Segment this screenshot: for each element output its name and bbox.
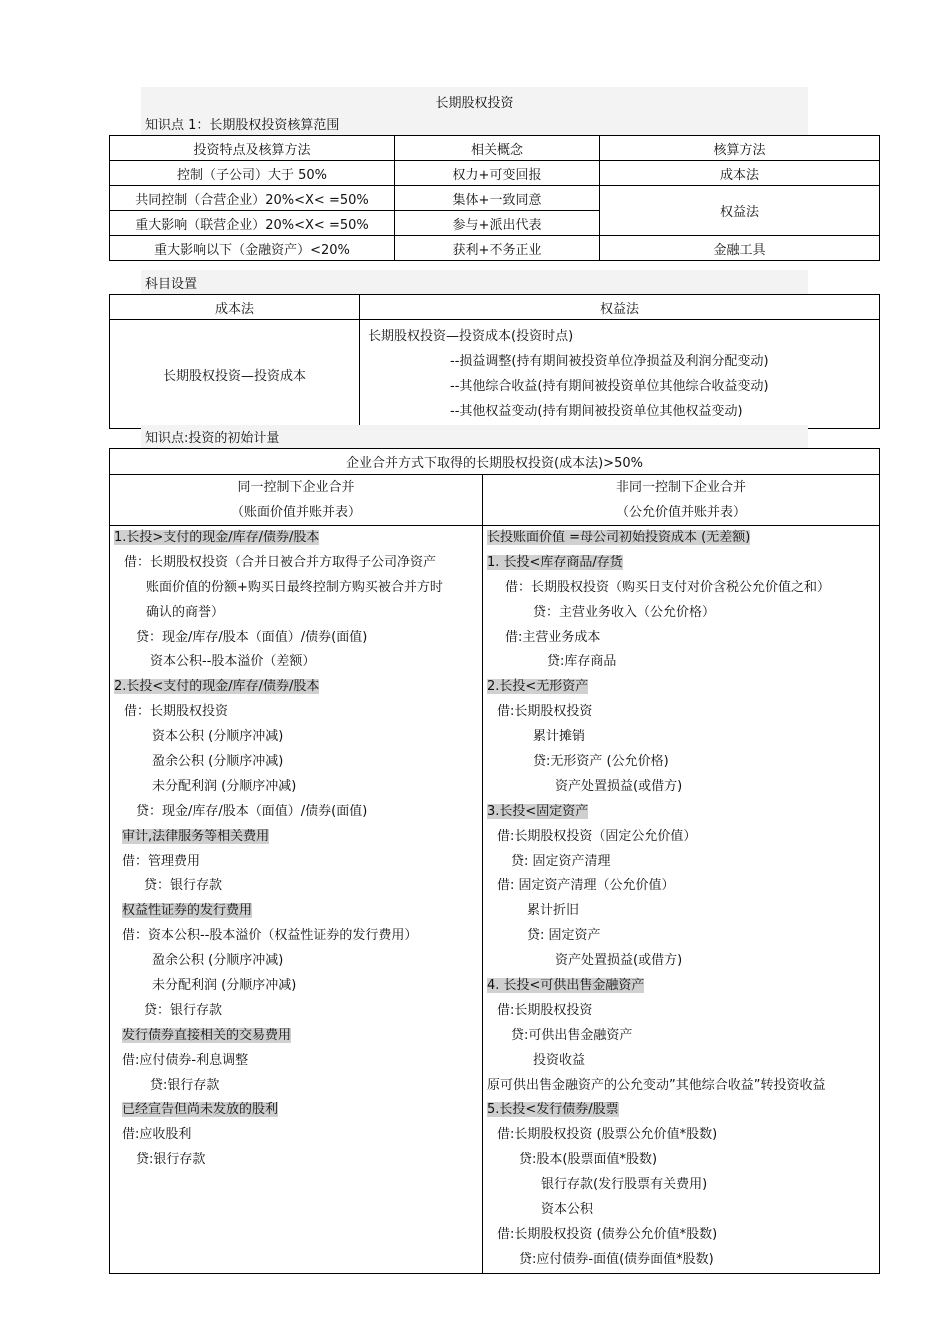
entry-line — [487, 1148, 875, 1173]
entry-line — [114, 999, 478, 1024]
entry-text: 借:长期股权投资（固定公允价值） — [497, 828, 697, 844]
feature-cell: 共同控制（合营企业）20%<X< =50% — [110, 186, 395, 211]
entry-line — [114, 1074, 478, 1099]
entry-line — [487, 576, 875, 601]
entry-text: 贷: 固定资产清理 — [511, 853, 611, 869]
entry-text: 借:应收股利 — [122, 1127, 192, 1143]
entry-line — [487, 675, 875, 700]
header-line: 非同一控制下企业合并 — [615, 480, 746, 495]
scope-table — [109, 135, 880, 261]
entry-line — [487, 601, 875, 626]
entry-line — [487, 1173, 875, 1198]
entry-line — [487, 999, 875, 1024]
table-row — [110, 320, 880, 429]
equity-method-cell — [360, 320, 880, 429]
entry-text: 贷：现金/库存/股本（面值）/债券(面值) — [136, 629, 368, 645]
table-title-row — [110, 449, 880, 475]
highlighted-entry-heading: 3.长投<固定资产 — [487, 803, 589, 819]
entry-line — [114, 551, 478, 576]
table-title: 企业合并方式下取得的长期股权投资(成本法)>50% — [110, 449, 880, 475]
feature-cell: 控制（子公司）大于 50% — [110, 161, 395, 186]
entry-line — [114, 725, 478, 750]
method-cell: 权益法 — [600, 186, 880, 236]
entry-line — [114, 601, 478, 626]
table-row — [110, 236, 880, 261]
entry-line — [487, 750, 875, 775]
entry-line — [487, 725, 875, 750]
highlighted-entry-heading: 1.长投>支付的现金/库存/债券/股本 — [114, 530, 320, 545]
entry-line — [487, 650, 875, 675]
concept-cell: 参与+派出代表 — [395, 211, 600, 236]
table-row — [110, 526, 880, 1274]
entry-line — [114, 1049, 478, 1074]
feature-cell: 重大影响（联营企业）20%<X< =50% — [110, 211, 395, 236]
equity-line: --其他权益变动(持有期间被投资单位其他权益变动) — [450, 404, 743, 419]
entry-line — [114, 626, 478, 651]
entry-line — [114, 750, 478, 775]
entry-text: 资本公积 (分顺序冲减) — [152, 729, 284, 745]
entry-line — [114, 1123, 478, 1148]
entry-text: 贷:可供出售金融资产 — [511, 1027, 633, 1043]
entry-line — [487, 825, 875, 850]
section3-label: 知识点:投资的初始计量 — [145, 431, 280, 446]
cost-method-cell: 长期股权投资—投资成本 — [110, 320, 360, 429]
entry-list — [487, 526, 875, 1273]
entry-text: 贷: 固定资产 — [527, 928, 601, 944]
header-line: （公允价值并账并表） — [615, 505, 746, 520]
concept-cell: 集体+一致同意 — [395, 186, 600, 211]
entry-text: 银行存款(发行股票有关费用) — [541, 1177, 708, 1193]
entry-text: 未分配利润 (分顺序冲减) — [152, 978, 297, 994]
entry-text: 累计摊销 — [533, 729, 586, 745]
entry-line — [114, 850, 478, 875]
entry-line — [487, 700, 875, 725]
highlighted-entry-heading: 审计,法律服务等相关费用 — [122, 828, 270, 844]
entry-line — [487, 1074, 875, 1099]
entry-line — [114, 675, 478, 700]
entry-line — [487, 949, 875, 974]
entry-text: 未分配利润 (分顺序冲减) — [152, 778, 297, 794]
entry-line — [487, 1123, 875, 1148]
table-header-row — [110, 136, 880, 161]
method-cell: 成本法 — [600, 161, 880, 186]
highlighted-entry-heading: 权益性证券的发行费用 — [122, 903, 253, 919]
entry-text: 资产处置损益(或借方) — [555, 953, 683, 969]
equity-line: 长期股权投资—投资成本(投资时点) — [368, 329, 574, 344]
table-header-row — [110, 475, 880, 526]
entry-line — [114, 874, 478, 899]
entry-text: 借:长期股权投资 — [497, 1002, 593, 1018]
entry-line — [114, 526, 478, 551]
entry-text: 资本公积--股本溢价（差额） — [150, 654, 316, 670]
entry-line — [487, 850, 875, 875]
entry-line — [114, 949, 478, 974]
entry-line — [114, 974, 478, 999]
feature-cell: 重大影响以下（金融资产）<20% — [110, 236, 395, 261]
entry-text: 借：长期股权投资（合并日被合并方取得子公司净资产 — [124, 554, 437, 570]
entry-line — [487, 551, 875, 576]
entry-text: 资产处置损益(或借方) — [555, 778, 683, 794]
entry-text: 贷：银行存款 — [144, 878, 223, 894]
entry-line — [114, 1024, 478, 1049]
doc-title: 长期股权投资 — [435, 96, 514, 111]
entry-text: 借: 固定资产清理（公允价值） — [497, 878, 675, 894]
method-cell: 金融工具 — [600, 236, 880, 261]
entry-text: 盈余公积 (分顺序冲减) — [152, 953, 284, 969]
section3-band — [141, 425, 808, 448]
entry-text: 贷:银行存款 — [136, 1152, 206, 1168]
entry-line — [487, 1049, 875, 1074]
section2-label: 科目设置 — [145, 277, 198, 292]
entry-line — [487, 1248, 875, 1273]
entry-line — [114, 924, 478, 949]
entry-text: 投资收益 — [533, 1052, 586, 1068]
entry-line — [487, 899, 875, 924]
entry-text: 借:应付债券-利息调整 — [122, 1052, 249, 1068]
table-row — [110, 161, 880, 186]
entry-text: 贷:银行存款 — [150, 1077, 220, 1093]
entry-text: 借:长期股权投资 — [497, 704, 593, 720]
entry-list — [114, 526, 478, 1173]
header-line: （账面价值并账并表） — [230, 505, 361, 520]
entry-line — [487, 775, 875, 800]
highlighted-entry-heading: 2.长投<支付的现金/库存/债券/股本 — [114, 679, 320, 695]
concept-cell: 权力+可变回报 — [395, 161, 600, 186]
entry-text: 贷：主营业务收入（公允价格） — [533, 604, 716, 620]
header-line: 同一控制下企业合并 — [237, 480, 355, 495]
entry-text: 贷：银行存款 — [144, 1002, 223, 1018]
entry-line — [487, 1198, 875, 1223]
entry-line — [114, 700, 478, 725]
entry-line — [487, 974, 875, 999]
entry-text: 贷:应付债券-面值(债券面值*股数) — [519, 1251, 714, 1267]
entry-line — [487, 1098, 875, 1123]
highlighted-entry-heading: 1. 长投<库存商品/存货 — [487, 554, 623, 570]
table-row — [110, 186, 880, 211]
accounts-table — [109, 294, 880, 429]
entry-text: 累计折旧 — [527, 903, 580, 919]
same-control-column — [110, 526, 483, 1274]
header-cell: 权益法 — [360, 295, 880, 320]
section1-band — [141, 117, 808, 135]
highlighted-entry-heading: 5.长投<发行债券/股票 — [487, 1102, 619, 1118]
header-cell: 相关概念 — [395, 136, 600, 161]
entry-line — [114, 825, 478, 850]
entry-line — [487, 924, 875, 949]
entry-line — [114, 576, 478, 601]
entry-line — [487, 1223, 875, 1248]
entry-line — [114, 775, 478, 800]
entry-text: 资本公积 — [541, 1202, 594, 1218]
entry-text: 借：长期股权投资（购买日支付对价含税公允价值之和） — [505, 579, 831, 595]
entry-text: 确认的商誉） — [146, 604, 225, 620]
entry-line — [114, 1148, 478, 1173]
section1-label: 知识点 1：长期股权投资核算范围 — [145, 118, 340, 133]
highlighted-entry-heading: 已经宣告但尚未发放的股利 — [122, 1102, 279, 1118]
entry-line — [114, 800, 478, 825]
entry-line — [114, 650, 478, 675]
entry-text: 借:长期股权投资 (股票公允价值*股数) — [497, 1127, 718, 1143]
concept-cell: 获利+不务正业 — [395, 236, 600, 261]
entry-text: 借:长期股权投资 (债券公允价值*股数) — [497, 1226, 718, 1242]
entry-text: 借：长期股权投资 — [124, 704, 229, 720]
entry-text: 贷:无形资产 (公允价格) — [533, 754, 669, 770]
equity-line: --损益调整(持有期间被投资单位净损益及利润分配变动) — [450, 354, 769, 369]
equity-line: --其他综合收益(持有期间被投资单位其他综合收益变动) — [450, 379, 769, 394]
initial-measurement-table — [109, 448, 880, 1274]
header-cell: 成本法 — [110, 295, 360, 320]
entry-text: 借：管理费用 — [122, 853, 201, 869]
header-cell-different-control — [483, 475, 880, 526]
entry-text: 贷:股本(股票面值*股数) — [519, 1152, 658, 1168]
highlighted-entry-heading: 发行债券直接相关的交易费用 — [122, 1027, 292, 1043]
highlighted-entry-heading: 长投账面价值 =母公司初始投资成本 (无差额) — [487, 530, 751, 545]
entry-text: 借:主营业务成本 — [505, 629, 601, 645]
entry-line — [487, 1024, 875, 1049]
highlighted-entry-heading: 4. 长投<可供出售金融资产 — [487, 978, 645, 994]
different-control-column — [483, 526, 880, 1274]
entry-text: 盈余公积 (分顺序冲减) — [152, 754, 284, 770]
header-cell: 投资特点及核算方法 — [110, 136, 395, 161]
header-cell-same-control — [110, 475, 483, 526]
doc-title-band — [141, 87, 808, 117]
entry-line — [114, 1098, 478, 1123]
entry-text: 贷:库存商品 — [547, 654, 617, 670]
entry-line — [487, 874, 875, 899]
entry-text: 账面价值的份额+购买日最终控制方购买被合并方时 — [146, 579, 443, 595]
entry-line — [487, 526, 875, 551]
entry-text: 贷：现金/库存/股本（面值）/债券(面值) — [136, 803, 368, 819]
header-cell: 核算方法 — [600, 136, 880, 161]
entry-line — [114, 899, 478, 924]
entry-text: 原可供出售金融资产的公允变动”其他综合收益”转投资收益 — [487, 1077, 826, 1093]
entry-text: 借：资本公积--股本溢价（权益性证券的发行费用） — [122, 928, 418, 944]
highlighted-entry-heading: 2.长投<无形资产 — [487, 679, 589, 695]
section2-band — [141, 270, 808, 294]
entry-line — [487, 626, 875, 651]
entry-line — [487, 800, 875, 825]
table-header-row — [110, 295, 880, 320]
